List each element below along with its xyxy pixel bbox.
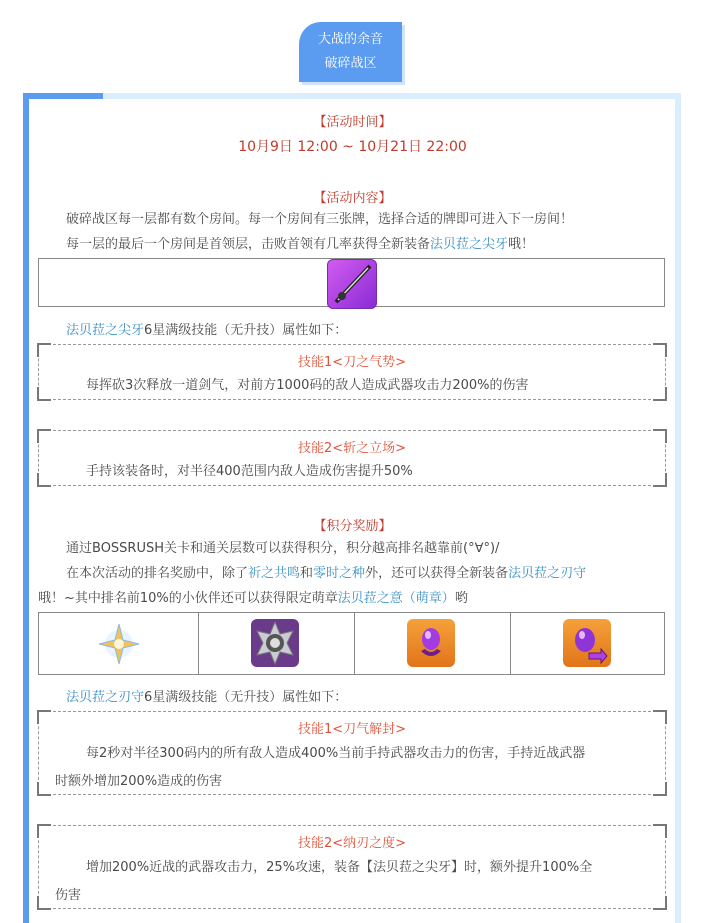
skill-4-text-line2: 伤害 xyxy=(55,888,82,903)
skill-3-text-line2: 时额外增加200%造成的伤害 xyxy=(55,774,223,789)
zero-seed-link[interactable]: 零时之种 xyxy=(313,566,366,581)
skill-box-3 xyxy=(38,711,666,795)
reward-paragraph-2 xyxy=(66,565,586,583)
guard-link[interactable]: 法贝菈之刃守 xyxy=(508,566,587,581)
purple-orb-icon xyxy=(407,619,455,667)
fang-link[interactable]: 法贝菈之尖牙 xyxy=(430,237,509,252)
frame-right-border xyxy=(675,93,681,923)
guard-intro-text: 6星满级技能（无升技）属性如下： xyxy=(144,690,348,705)
skill-3-title: 技能1<刀气解封> xyxy=(297,722,407,737)
reward-icons-table xyxy=(38,612,665,675)
reward-title: 【积分奖励】 xyxy=(313,519,392,534)
reward-p2-text2: 外，还可以获得全新装备 xyxy=(365,566,509,581)
reward-paragraph-3 xyxy=(38,590,468,608)
skill-box-1 xyxy=(38,344,666,400)
reward-cell-3 xyxy=(355,613,511,674)
reward-cell-1 xyxy=(39,613,199,674)
skill-4-title: 技能2<纳刃之度> xyxy=(297,836,407,851)
content-p2-text: 每一层的最后一个房间是首领层，击败首领有几率获得全新装备 xyxy=(66,237,431,252)
skill-3-text-line1: 每2秒对半径300码内的所有敌人造成400%当前手持武器攻击力的伤害，手持近战武器 xyxy=(86,746,586,761)
qi-resonance-link[interactable]: 祈之共鸣 xyxy=(248,566,301,581)
reward-p2-and: 和 xyxy=(300,566,314,581)
fang-image-box xyxy=(38,258,665,307)
reward-p3-end: 哟 xyxy=(454,591,468,606)
fang-intro-link[interactable]: 法贝菈之尖牙 xyxy=(66,323,145,338)
time-title: 【活动时间】 xyxy=(313,115,392,130)
reward-paragraph-1: 通过BOSSRUSH关卡和通关层数可以获得积分，积分越高排名越靠前(°∀°)/ xyxy=(66,541,500,556)
content-paragraph-1: 破碎战区每一层都有数个房间。每一个房间有三张牌，选择合适的牌即可进入下一房间！ xyxy=(66,212,574,227)
event-header-line2: 破碎战区 xyxy=(324,56,377,71)
event-header-line1: 大战的余音 xyxy=(317,32,383,47)
fang-intro-text: 6星满级技能（无升技）属性如下： xyxy=(144,323,348,338)
skill-box-2 xyxy=(38,430,666,486)
content-paragraph-2 xyxy=(66,236,534,254)
skill-1-text: 每挥砍3次释放一道剑气，对前方1000码的敌人造成武器攻击力200%的伤害 xyxy=(86,378,529,393)
guard-skill-intro xyxy=(66,689,347,707)
time-value: 10月9日 12:00 ~ 10月21日 22:00 xyxy=(238,139,467,155)
star-medal-icon xyxy=(251,619,299,667)
guard-intro-link[interactable]: 法贝菈之刃守 xyxy=(66,690,145,705)
reward-p3-text: 哦！~其中排名前10%的小伙伴还可以获得限定萌章 xyxy=(38,591,338,606)
frame-top-border xyxy=(103,93,681,99)
fang-weapon-icon xyxy=(327,259,377,309)
frame-left-border xyxy=(23,93,29,923)
reward-p2-text: 在本次活动的排名奖励中，除了 xyxy=(66,566,249,581)
medal-link[interactable]: 法贝菈之意（萌章） xyxy=(337,591,455,606)
reward-cell-4 xyxy=(511,613,666,674)
skill-2-title: 技能2<斩之立场> xyxy=(297,441,407,456)
fang-skill-intro xyxy=(66,322,347,340)
skill-4-text-line1: 增加200%近战的武器攻击力，25%攻速，装备【法贝菈之尖牙】时，额外提升100%全 xyxy=(86,860,593,875)
skill-2-text: 手持该装备时，对半径400范围内敌人造成伤害提升50% xyxy=(86,464,413,479)
frame-top-accent xyxy=(23,93,103,99)
purple-orb-arrow-icon xyxy=(563,619,611,667)
ornament-cross-icon xyxy=(95,620,143,668)
content-p2-end: 哦！ xyxy=(508,237,535,252)
skill-box-4 xyxy=(38,825,666,909)
skill-1-title: 技能1<刀之气势> xyxy=(297,355,407,370)
reward-cell-2 xyxy=(199,613,355,674)
event-header-badge xyxy=(299,22,402,82)
content-title: 【活动内容】 xyxy=(313,191,392,206)
